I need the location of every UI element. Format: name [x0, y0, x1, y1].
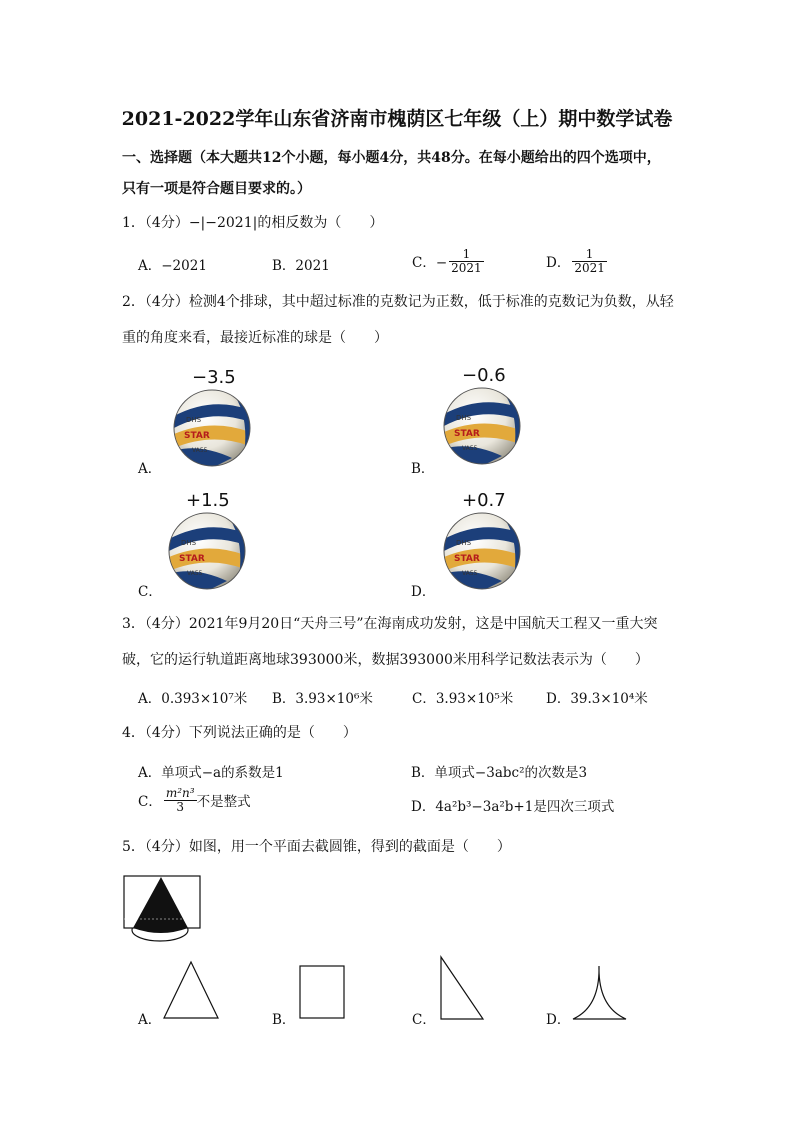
rectangle-shape-icon	[298, 964, 348, 1022]
page-title: 2021-2022学年山东省济南市槐荫区七年级（上）期中数学试卷	[121, 108, 673, 130]
volleyball-d-icon	[442, 511, 524, 593]
ball-c-model: VA55	[187, 570, 203, 577]
q3-option-d: D．39.3×10⁴米	[546, 691, 648, 707]
q3-option-c: C．3.93×10⁵米	[412, 691, 514, 707]
volleyball-c-icon	[167, 511, 249, 593]
ball-c-small-text: DHS	[181, 539, 197, 547]
q4-option-c-fraction	[164, 787, 197, 813]
section-heading-line1: 一、选择题（本大题共12个小题，每小题4分，共48分。在每小题给出的四个选项中，	[122, 150, 661, 166]
q1-option-c-fraction	[449, 248, 484, 274]
ball-d-label: D．	[411, 584, 436, 600]
q5-option-b-label: B．	[272, 1012, 296, 1028]
ball-b-small-text: DHS	[456, 414, 472, 422]
q1-option-d-prefix: D．	[546, 255, 571, 272]
q1-option-c-prefix: C．−	[412, 255, 448, 272]
question-4-stem: 4．（4分）下列说法正确的是（ ）	[122, 725, 357, 741]
question-3-line2: 破，它的运行轨道距离地球393000米，数据393000米用科学记数法表示为（ ）	[122, 652, 649, 668]
q1-option-d	[546, 248, 607, 274]
volleyball-b-icon	[442, 386, 524, 468]
fraction-numerator: m²n³	[165, 786, 195, 800]
q5-option-c-label: C．	[412, 1012, 436, 1028]
q3-option-a: A．0.393×10⁷米	[138, 691, 248, 707]
q5-option-a-label: A．	[138, 1012, 162, 1028]
q4-option-c-suffix: 不是整式	[196, 794, 251, 811]
ball-c-label: C．	[138, 584, 162, 600]
question-3-line1: 3．（4分）2021年9月20日“天舟三号”在海南成功发射，这是中国航天工程又一重大突	[122, 616, 658, 632]
q4-option-c-prefix: C．	[138, 794, 162, 811]
ball-b-label: B．	[411, 461, 435, 477]
fraction-numerator: 1	[572, 248, 607, 262]
q1-option-c	[412, 248, 484, 274]
section-heading-line2: 只有一项是符合题目要求的。）	[122, 181, 311, 197]
right-triangle-shape-icon	[437, 955, 487, 1023]
ball-a-small-text: DHS	[186, 416, 202, 424]
q1-option-b: B．2021	[272, 258, 330, 274]
ball-a-brand: STAR	[184, 431, 210, 441]
ball-b-brand: STAR	[454, 429, 480, 439]
ball-d-value: +0.7	[462, 490, 506, 511]
fraction-numerator: 1	[449, 248, 484, 262]
q4-option-d: D．4a²b³−3a²b+1是四次三项式	[411, 799, 615, 815]
fraction-denominator: 3	[176, 799, 185, 814]
q4-option-c	[138, 787, 251, 813]
ball-a-label: A．	[138, 461, 162, 477]
q5-option-d-label: D．	[546, 1012, 571, 1028]
ball-c-brand: STAR	[179, 554, 205, 564]
q4-option-a: A．单项式−a的系数是1	[138, 765, 284, 781]
triangle-shape-icon	[162, 960, 222, 1022]
cone-cut-figure-icon	[118, 870, 208, 946]
curved-triangle-shape-icon	[570, 963, 630, 1023]
q1-option-a: A．−2021	[138, 258, 207, 274]
ball-b-value: −0.6	[462, 365, 506, 386]
ball-d-small-text: DHS	[456, 539, 472, 547]
question-5-stem: 5．（4分）如图，用一个平面去截圆锥，得到的截面是（ ）	[122, 839, 511, 855]
q4-option-b: B．单项式−3abc²的次数是3	[411, 765, 588, 781]
fraction-denominator: 2021	[574, 260, 605, 275]
q1-option-d-fraction	[572, 248, 607, 274]
ball-c-value: +1.5	[186, 490, 230, 511]
ball-b-model: VA55	[462, 445, 478, 452]
fraction-denominator: 2021	[451, 260, 482, 275]
volleyball-a-icon	[172, 388, 254, 470]
ball-a-value: −3.5	[192, 367, 236, 388]
ball-d-model: VA55	[462, 570, 478, 577]
q3-option-b: B．3.93×10⁶米	[272, 691, 373, 707]
question-2-line2: 重的角度来看，最接近标准的球是（ ）	[122, 330, 388, 346]
ball-d-brand: STAR	[454, 554, 480, 564]
question-2-line1: 2．（4分）检测4个排球，其中超过标准的克数记为正数，低于标准的克数记为负数，从轻	[122, 294, 674, 310]
question-1-stem: 1．（4分）−|−2021|的相反数为（ ）	[122, 215, 384, 231]
ball-a-model: VA55	[192, 447, 208, 454]
